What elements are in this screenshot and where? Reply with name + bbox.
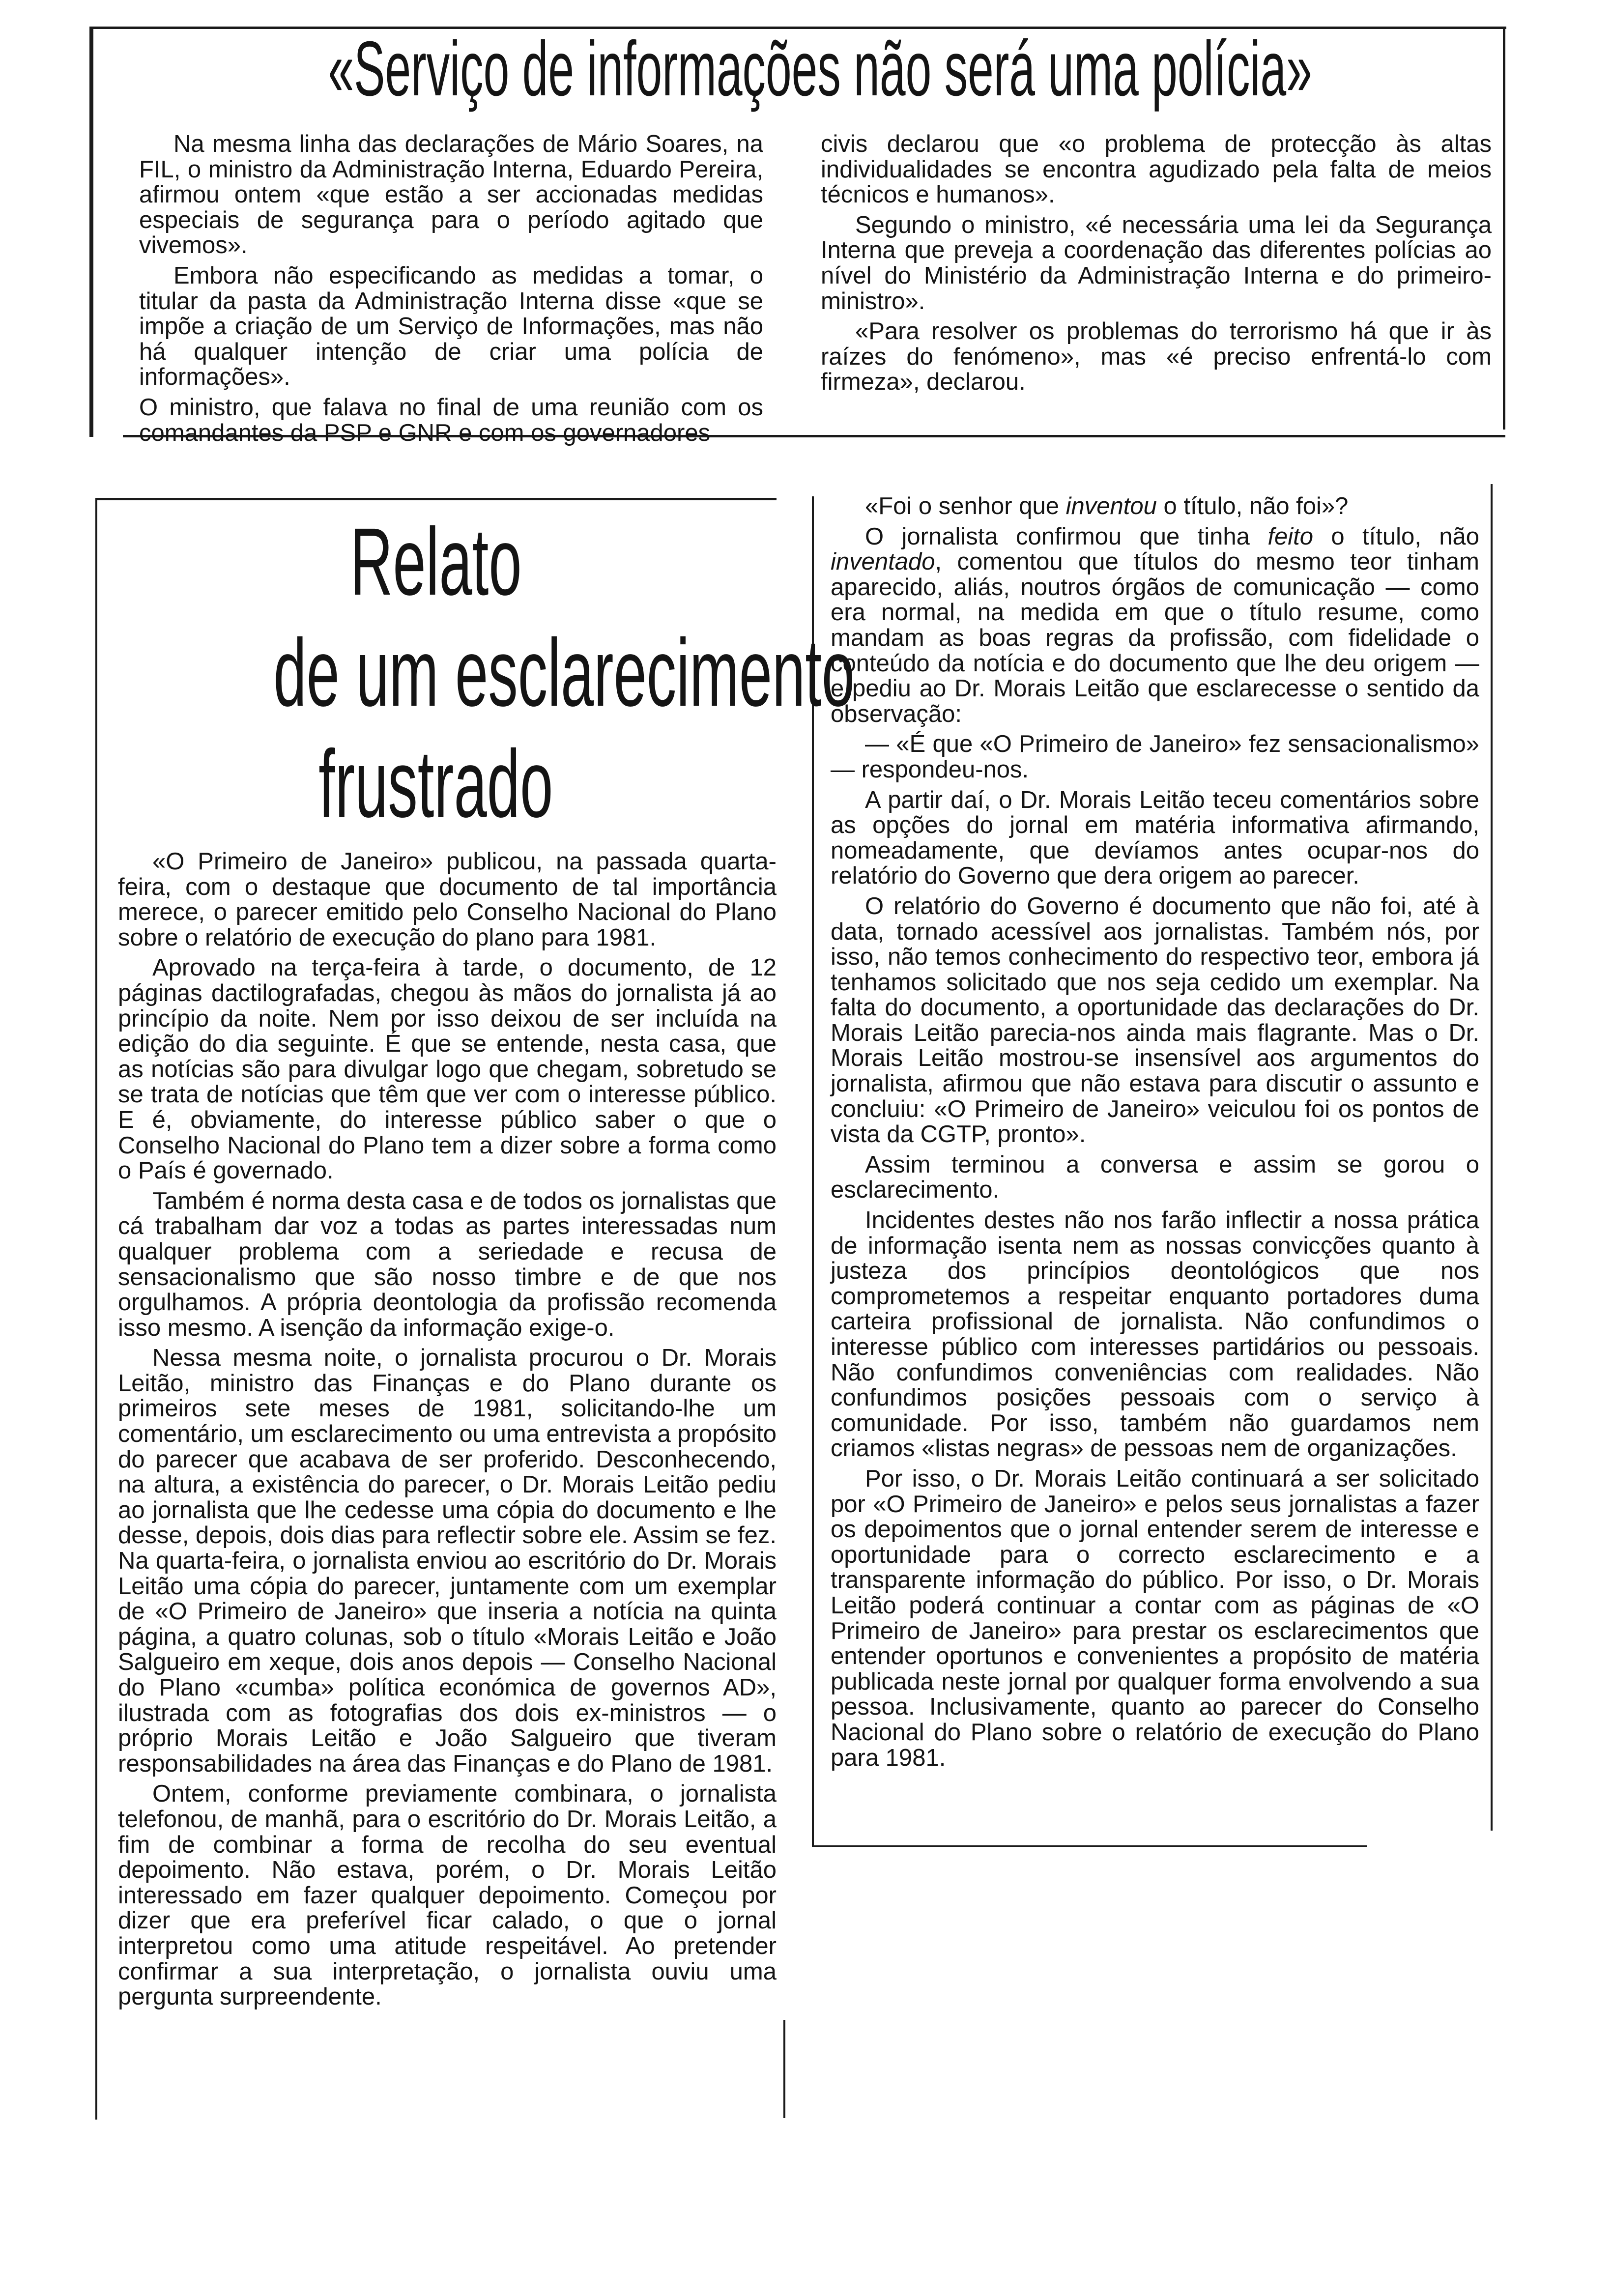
- paragraph: Ontem, conforme previamente combinara, o jornalista telefonou, de manhã, para o escritório do Dr. Morais Leitão, a fim de combinar a forma de recolha do seu eventual depoimento. Não estava, porém, o Dr. Morais Leitão interessado em fazer qualquer depoimento. Começou por dizer que era preferível ficar calado, o que o jornal interpretou como uma atitude respeitável. Ao pretender confirmar a sua interpretação, o jornalista ouviu uma pergunta surpreendente.: [118, 1780, 777, 2010]
- paragraph: Segundo o ministro, «é necessária uma lei da Segurança Interna que preveja a coordenação das diferentes polícias ao nível do Ministério da Administração Interna e do primeiro-ministro».: [821, 211, 1492, 315]
- main-right-column-right-rule: [1491, 484, 1493, 1831]
- main-article-left-column: [118, 849, 777, 2015]
- paragraph: — «É que «O Primeiro de Janeiro» fez sensacionalismo» — respondeu-nos.: [831, 731, 1479, 783]
- paragraph: O relatório do Governo é documento que não foi, até à data, tornado acessível aos jornalistas. Também nós, por isso, não temos conhecimento do respectivo teor, embora já tenhamos solicitado que nos seja cedido um exemplar. Na falta do documento, a oportunidade das declarações do Dr. Morais Leitão parecia-nos ainda mais flagrante. Mas o Dr. Morais Leitão mostrou-se insensível aos argumentos do jornalista, afirmou que não estava para discutir o assunto e concluiu: «O Primeiro de Janeiro» veiculou foi os pontos de vista da CGTP, pronto».: [831, 892, 1479, 1148]
- main-box-top-rule: [95, 498, 777, 500]
- paragraph: O ministro, que falava no final de uma reunião com os comandantes da PSP e GNR e com os governadores: [139, 394, 763, 446]
- top-article-left-column: [139, 132, 763, 451]
- main-article-right-column: [831, 494, 1479, 1776]
- main-headline: [95, 506, 855, 839]
- paragraph: Embora não especificando as medidas a tomar, o titular da pasta da Administração Interna disse «que se impõe a criação de um Serviço de Informações, mas não há qualquer intenção de criar uma polícia de informações».: [139, 262, 763, 391]
- paragraph: Incidentes destes não nos farão inflectir a nossa prática de informação isenta nem as nossas convicções quanto à justeza dos princípios deontológicos que nos comprometemos a respeitar enquanto portadores duma carteira profissional de jornalista. Não confundimos o interesse público com interesses partidários ou pessoais. Não confundimos conveniências com realidades. Não confundimos posições pessoais com o serviço à comunidade. Por isso, também não guardamos nem criamos «listas negras» de pessoas nem de organizações.: [831, 1207, 1479, 1462]
- headline-line: frustrado: [318, 730, 553, 837]
- main-left-column-right-rule: [783, 2020, 785, 2118]
- paragraph: Aprovado na terça-feira à tarde, o documento, de 12 páginas dactilografadas, chegou às mãos do jornalista já ao princípio da noite. Nem por isso deixou de ser incluída na edição do dia seguinte. É que se entende, nesta casa, que as notícias são para divulgar logo que chegam, sobretudo se se trata de notícias que têm que ver com o interesse público. E é, obviamente, do interesse público saber o que o Conselho Nacional do Plano tem a dizer sobre a forma como o País é governado.: [118, 954, 777, 1184]
- paragraph: civis declarou que «o problema de protecção às altas individualidades se encontra agudizado pela falta de meios técnicos e humanos».: [821, 131, 1492, 208]
- paragraph: Assim terminou a conversa e assim se gorou o esclarecimento.: [831, 1151, 1479, 1204]
- main-right-column-bottom-rule: [812, 1845, 1367, 1847]
- paragraph: «Para resolver os problemas do terrorismo há que ir às raízes do fenómeno», mas «é preciso enfrentá-lo com firmeza», declarou.: [821, 318, 1492, 396]
- paragraph: Por isso, o Dr. Morais Leitão continuará a ser solicitado por «O Primeiro de Janeiro» e pelos seus jornalistas a fazer os depoimentos que o jornal entender serem de interesse e oportunidade para o correcto esclarecimento e a transparente informação do público. Por isso, o Dr. Morais Leitão poderá continuar a contar com as páginas de «O Primeiro de Janeiro» para prestar os esclarecimentos que entender oportunos e convenientes a propósito de matéria publicada neste jornal por qualquer forma envolvendo a sua pessoa. Inclusivamente, quanto ao parecer do Conselho Nacional do Plano sobre o relatório de execução do Plano para 1981.: [831, 1465, 1479, 1771]
- paragraph: O jornalista confirmou que tinha feito o título, não inventado, comentou que títulos do mesmo teor tinham aparecido, aliás, noutros órgãos de comunicação — como era normal, na medida em que o título resume, como mandam as boas regras da profissão, com fidelidade o conteúdo da notícia e do documento que lhe deu origem — e pediu ao Dr. Morais Leitão que esclarecesse o sentido da observação:: [831, 523, 1479, 727]
- headline-line: Relato: [350, 508, 522, 615]
- headline-line: de um esclarecimento: [273, 619, 855, 726]
- paragraph: A partir daí, o Dr. Morais Leitão teceu comentários sobre as opções do jornal em matéria informativa afirmando, nomeadamente, que devíamos antes ocupar-nos do relatório do Governo que dera origem ao parecer.: [831, 786, 1479, 890]
- paragraph: «Foi o senhor que inventou o título, não foi»?: [865, 493, 1349, 519]
- top-headline: «Serviço de informações não será uma polícia»: [328, 26, 1312, 112]
- top-article-right-column: [821, 132, 1492, 400]
- paragraph: Na mesma linha das declarações de Mário Soares, na FIL, o ministro da Administração Interna, Eduardo Pereira, afirmou ontem «que estão a ser accionadas medidas especiais de segurança para o período agitado que vivemos».: [139, 131, 763, 259]
- paragraph: «O Primeiro de Janeiro» publicou, na passada quarta-feira, com o destaque que documento de tal importância merece, o parecer emitido pelo Conselho Nacional do Plano sobre o relatório de execução do plano para 1981.: [118, 848, 777, 951]
- paragraph: Também é norma desta casa e de todos os jornalistas que cá trabalham dar voz a todas as partes interessadas num qualquer problema com a seriedade e recusa de sensacionalismo que são nosso timbre e de que nos orgulhamos. A própria deontologia da profissão recomenda isso mesmo. A isenção da informação exige-o.: [118, 1187, 777, 1341]
- paragraph: Nessa mesma noite, o jornalista procurou o Dr. Morais Leitão, ministro das Finanças e do Plano durante os primeiros sete meses de 1981, solicitando-lhe um comentário, um esclarecimento ou uma entrevista a propósito do parecer que acabava de ser proferido. Desconhecendo, na altura, a existência do parecer, o Dr. Morais Leitão pediu ao jornalista que lhe cedesse uma cópia do documento e lhe desse, depois, dois dias para reflectir sobre ele. Assim se fez. Na quarta-feira, o jornalista enviou ao escritório do Dr. Morais Leitão uma cópia do parecer, juntamente com um exemplar de «O Primeiro de Janeiro» que inseria a notícia na quinta página, a quatro colunas, sob o título «Morais Leitão e João Salgueiro em xeque, dois anos depois — Conselho Nacional do Plano «cumba» política económica de governos AD», ilustrada com as fotografias dos dois ex-ministros — o próprio Morais Leitão e João Salgueiro que tiveram responsabilidades na área das Finanças e do Plano de 1981.: [118, 1345, 777, 1777]
